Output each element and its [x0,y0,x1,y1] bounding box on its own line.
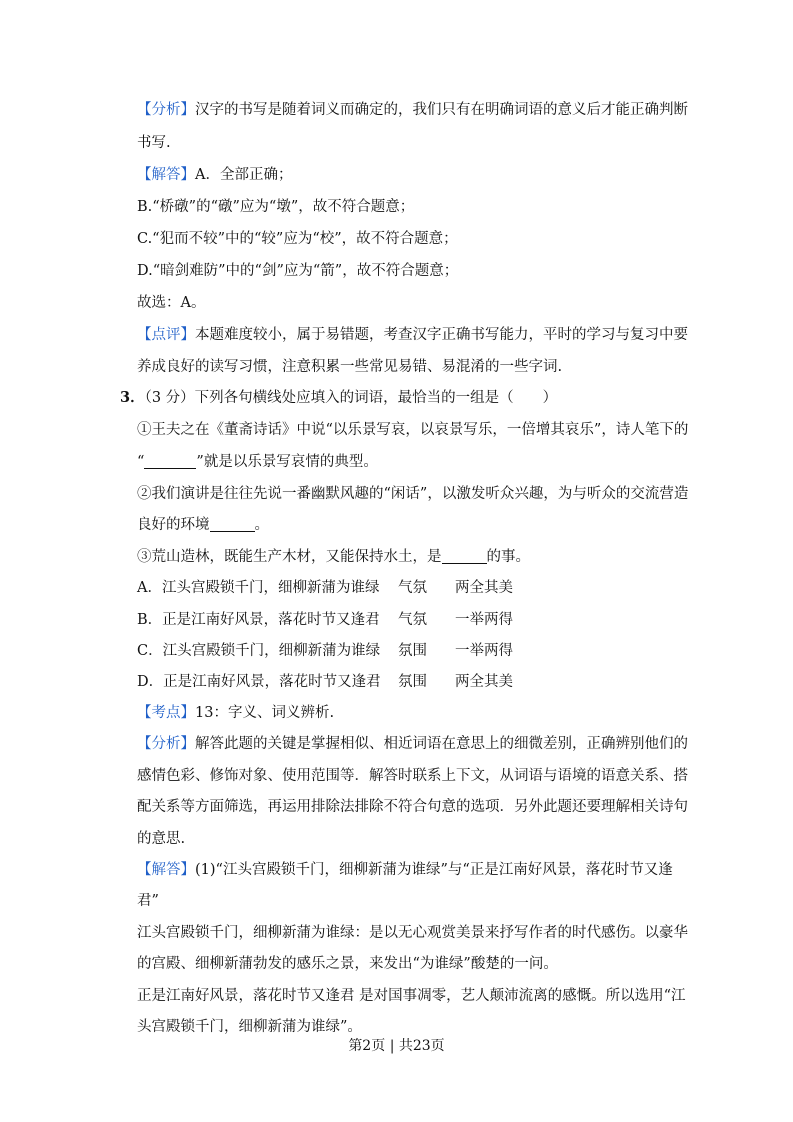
answer-tag: 【解答】 [137,167,195,183]
option-b-word-2: 一举两得 [455,612,513,628]
option-b-word-1: 气氛 [398,612,427,628]
page-number: 第2页 [348,1038,386,1054]
paragraph-2-line-2: 头宫殿锁千门，细柳新蒲为谁绿”。 [137,1019,362,1035]
q3-analysis-tag: 【分析】 [137,736,195,752]
page-footer [0,1036,793,1056]
answer-choice: 故选：A。 [137,295,206,311]
page-total: 共23页 [398,1038,445,1054]
option-c-label: C．江头宫殿锁千门，细柳新蒲为谁绿 [137,643,381,659]
question-number: 3． [120,389,145,406]
blank-1 [144,452,196,469]
q3-analysis-text: 解答此题的关键是掌握相似、相近词语在意思上的细微差别，正确辨别他们的 [195,736,688,752]
option-c-word-1: 氛围 [398,643,427,659]
q3-solution-tag: 【解答】 [137,862,195,878]
quote-open: “ [137,454,145,470]
option-d-word-1: 氛围 [398,674,427,690]
comment-line-2: 养成良好的读写习惯，注意积累一些常见易错、易混淆的一些字词. [137,359,563,375]
comment-text: 本题难度较小，属于易错题，考查汉字正确书写能力，平时的学习与复习中要 [195,327,688,343]
option-a-word-1: 气氛 [398,580,427,596]
paragraph-2-line-1: 正是江南好风景，落花时节又逢君 是对国事凋零，艺人颠沛流离的感慨。所以选用“江 [137,988,686,1004]
answer-option-d: D.“暗剑难防”中的“剑”应为“箭”，故不符合题意； [137,263,459,279]
comment-line-1 [137,325,688,345]
analysis-text: 汉字的书写是随着词义而确定的，我们只有在明确词语的意义后才能正确判断 [195,102,688,118]
analysis-line-1 [137,100,688,120]
option-d-label: D．正是江南好风景，落花时节又逢君 [137,674,381,690]
analysis-tag: 【分析】 [137,102,195,118]
sentence-1-line-1: ①王夫之在《董斋诗话》中说“以乐景写哀，以哀景写乐，一倍增其哀乐”，诗人笔下的 [137,422,689,438]
q3-analysis-line-1 [137,734,688,754]
q3-analysis-line-3: 配关系等方面筛选，再运用排除法排除不符合句意的选项．另外此题还要理解相关诗句 [137,799,688,815]
sentence-2-line-2 [137,515,269,535]
answer-option-c: C.“犯而不较”中的“较”应为“校”，故不符合题意； [137,231,458,247]
sentence-2-head: 良好的环境 [137,517,210,533]
paragraph-1-line-1: 江头宫殿锁千门，细柳新蒲为谁绿：是以无心观赏美景来抒写作者的时代感伤。以豪华 [137,925,688,941]
option-d-word-2: 两全其美 [455,674,513,690]
blank-3 [442,547,487,564]
option-b-label: B．正是江南好风景，落花时节又逢君 [137,612,380,628]
sentence-1-line-2 [137,452,378,472]
analysis-line-2: 书写. [137,135,171,151]
question-stem-text: （3 分）下列各句横线处应填入的词语，最恰当的一组是（ ） [144,390,558,406]
sentence-3-tail: 的事。 [486,549,530,565]
q3-analysis-line-4: 的意思. [137,831,186,847]
q3-solution-text: (1)“江头宫殿锁千门，细柳新蒲为谁绿”与“正是江南好风景，落花时节又逢 [195,862,673,878]
question-3-stem [120,388,557,408]
option-c-word-2: 一举两得 [455,643,513,659]
sentence-3 [137,547,530,567]
q3-solution-line-2: 君” [137,893,159,909]
option-a-word-2: 两全其美 [455,580,513,596]
footer-separator: | [389,1038,395,1054]
paragraph-1-line-2: 的宫殿、细柳新蒲勃发的感乐之景，来发出“为谁绿”酸楚的一问。 [137,956,558,972]
answer-line-1 [137,165,292,185]
knowledge-point [137,703,334,723]
q3-analysis-line-2: 感情色彩、修饰对象、使用范围等．解答时联系上下文，从词语与语境的语意关系、搭 [137,768,688,784]
sentence-2-line-1: ②我们演讲是往往先说一番幽默风趣的“闲话”，以激发听众兴趣，为与听众的交流营造 [137,486,689,502]
knowledge-tag: 【考点】 [137,705,195,721]
sentence-3-head: ③荒山造林，既能生产木材，又能保持水土，是 [137,549,442,565]
answer-text: A．全部正确； [195,167,293,183]
comment-tag: 【点评】 [137,327,195,343]
sentence-1-tail: ”就是以乐景写哀情的典型。 [196,454,378,470]
answer-option-b: B.“桥礅”的“礅”应为“墩”，故不符合题意； [137,199,415,215]
option-a-label: A．江头宫殿锁千门，细柳新蒲为谁绿 [137,580,380,596]
sentence-2-tail: 。 [254,517,269,533]
blank-2 [210,515,255,532]
q3-solution-line-1 [137,860,673,880]
knowledge-text: 13：字义、词义辨析. [195,705,335,721]
